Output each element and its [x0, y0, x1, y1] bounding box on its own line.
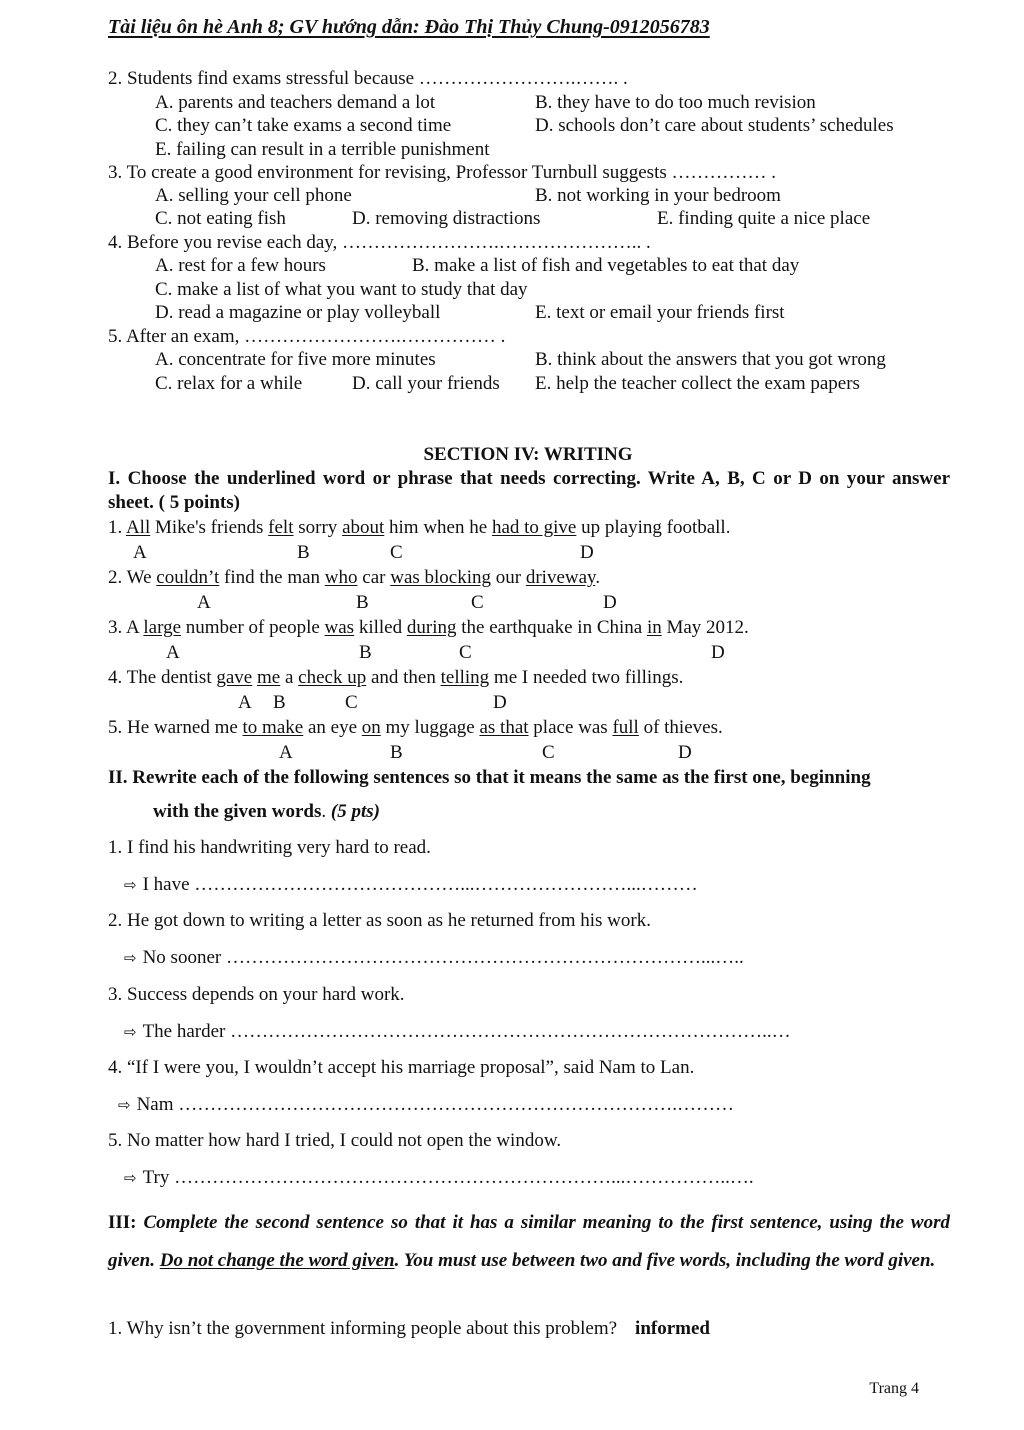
reading-q3-option-d: D. removing distractions [352, 208, 541, 229]
transform-q1: 1. Why isn’t the government informing people about this problem? informed [108, 1318, 710, 1339]
error-q3-label-d: D [711, 642, 725, 663]
error-q5-label-d: D [678, 742, 692, 763]
error-q4-label-b: B [273, 692, 286, 713]
reading-q4-option-c: C. make a list of what you want to study that day [155, 279, 528, 300]
rewrite-q3-answer[interactable]: ⇨ The harder …………………………………………………………………………..… [124, 1021, 791, 1042]
error-q5-label-a: A [279, 742, 293, 763]
rewrite-q5-answer[interactable]: ⇨ Try ……………………………………………………………...……………..…. [124, 1167, 754, 1188]
reading-q2-option-a: A. parents and teachers demand a lot [155, 92, 436, 113]
reading-q3-option-c: C. not eating fish [155, 208, 286, 229]
error-q1-label-a: A [133, 542, 147, 563]
reading-q5-option-b: B. think about the answers that you got wrong [535, 349, 886, 370]
error-q4-label-d: D [493, 692, 507, 713]
arrow-right-icon: ⇨ [124, 1169, 137, 1187]
reading-q3-option-e: E. finding quite a nice place [657, 208, 871, 229]
error-q3-label-b: B [359, 642, 372, 663]
part1-instruction: I. Choose the underlined word or phrase that needs correcting. Write A, B, C or D on your answer sheet. ( 5 points) [108, 468, 950, 513]
reading-q3-option-a: A. selling your cell phone [155, 185, 352, 206]
key-word: informed [635, 1318, 710, 1339]
reading-q5-option-c: C. relax for a while [155, 373, 303, 394]
reading-q5-stem: 5. After an exam, …………………….…………… . [108, 326, 506, 347]
reading-q3-stem: 3. To create a good environment for revising, Professor Turnbull suggests …………… . [108, 162, 776, 183]
error-q5: 5. He warned me to make an eye on my luggage as that place was full of thieves. [108, 717, 723, 738]
error-q3-label-a: A [166, 642, 180, 663]
error-q5-label-b: B [390, 742, 403, 763]
arrow-right-icon: ⇨ [124, 949, 137, 967]
error-q5-label-c: C [542, 742, 555, 763]
error-q4: 4. The dentist gave me a check up and then telling me I needed two fillings. [108, 667, 684, 688]
error-q2: 2. We couldn’t find the man who car was blocking our driveway. [108, 567, 601, 588]
error-q1-label-d: D [580, 542, 594, 563]
reading-q4-stem: 4. Before you revise each day, …………………….………………….. . [108, 232, 651, 253]
reading-q5-option-d: D. call your friends [352, 373, 500, 394]
arrow-right-icon: ⇨ [124, 1023, 137, 1041]
error-q3: 3. A large number of people was killed during the earthquake in China in May 2012. [108, 617, 749, 638]
reading-q5-option-a: A. concentrate for five more minutes [155, 349, 436, 370]
reading-q4-option-a: A. rest for a few hours [155, 255, 326, 276]
reading-q2-stem: 2. Students find exams stressful because …………………….……. . [108, 68, 628, 89]
part2-instruction-line1: II. Rewrite each of the following sentences so that it means the same as the first one, beginning [108, 767, 871, 788]
rewrite-q4-sentence: 4. “If I were you, I wouldn’t accept his marriage proposal”, said Nam to Lan. [108, 1057, 695, 1078]
arrow-right-icon: ⇨ [124, 876, 137, 894]
rewrite-q2-sentence: 2. He got down to writing a letter as soon as he returned from his work. [108, 910, 651, 931]
reading-q2-option-e: E. failing can result in a terrible punishment [155, 139, 490, 160]
error-q2-label-c: C [471, 592, 484, 613]
rewrite-q4-answer[interactable]: ⇨ Nam …………………………………………………………………….……… [118, 1094, 735, 1115]
reading-q4-option-b: B. make a list of fish and vegetables to eat that day [412, 255, 800, 276]
reading-q4-option-e: E. text or email your friends first [535, 302, 785, 323]
error-q2-label-b: B [356, 592, 369, 613]
rewrite-q2-answer[interactable]: ⇨ No sooner …………………………………………………………………...….. [124, 947, 744, 968]
error-q2-label-d: D [603, 592, 617, 613]
reading-q3-option-b: B. not working in your bedroom [535, 185, 781, 206]
error-q2-label-a: A [197, 592, 211, 613]
rewrite-q3-sentence: 3. Success depends on your hard work. [108, 984, 405, 1005]
rewrite-q1-sentence: 1. I find his handwriting very hard to read. [108, 837, 431, 858]
part2-instruction-line2: with the given words. (5 pts) [153, 801, 380, 822]
page-number: Trang 4 [869, 1380, 919, 1397]
reading-q2-option-c: C. they can’t take exams a second time [155, 115, 452, 136]
error-q4-label-a: A [238, 692, 252, 713]
reading-q2-option-b: B. they have to do too much revision [535, 92, 816, 113]
error-q1: 1. All Mike's friends felt sorry about him when he had to give up playing football. [108, 517, 731, 538]
rewrite-q1-answer[interactable]: ⇨ I have ……………………………………...……………………...……… [124, 874, 698, 895]
error-q1-label-b: B [297, 542, 310, 563]
section-title: SECTION IV: WRITING [423, 444, 633, 465]
reading-q2-option-d: D. schools don’t care about students’ schedules [535, 115, 894, 136]
reading-q5-option-e: E. help the teacher collect the exam papers [535, 373, 860, 394]
document-header: Tài liệu ôn hè Anh 8; GV hướng dẫn: Đào Thị Thủy Chung-0912056783 [108, 16, 710, 38]
error-q1-label-c: C [390, 542, 403, 563]
reading-q4-option-d: D. read a magazine or play volleyball [155, 302, 441, 323]
part3-instruction: III: Complete the second sentence so that it has a similar meaning to the first sentence, using the word given. Do not change the word given. You must use between two and five words, including the word given. [108, 1212, 950, 1271]
arrow-right-icon: ⇨ [118, 1096, 131, 1114]
rewrite-q5-sentence: 5. No matter how hard I tried, I could not open the window. [108, 1130, 562, 1151]
error-q4-label-c: C [345, 692, 358, 713]
error-q3-label-c: C [459, 642, 472, 663]
